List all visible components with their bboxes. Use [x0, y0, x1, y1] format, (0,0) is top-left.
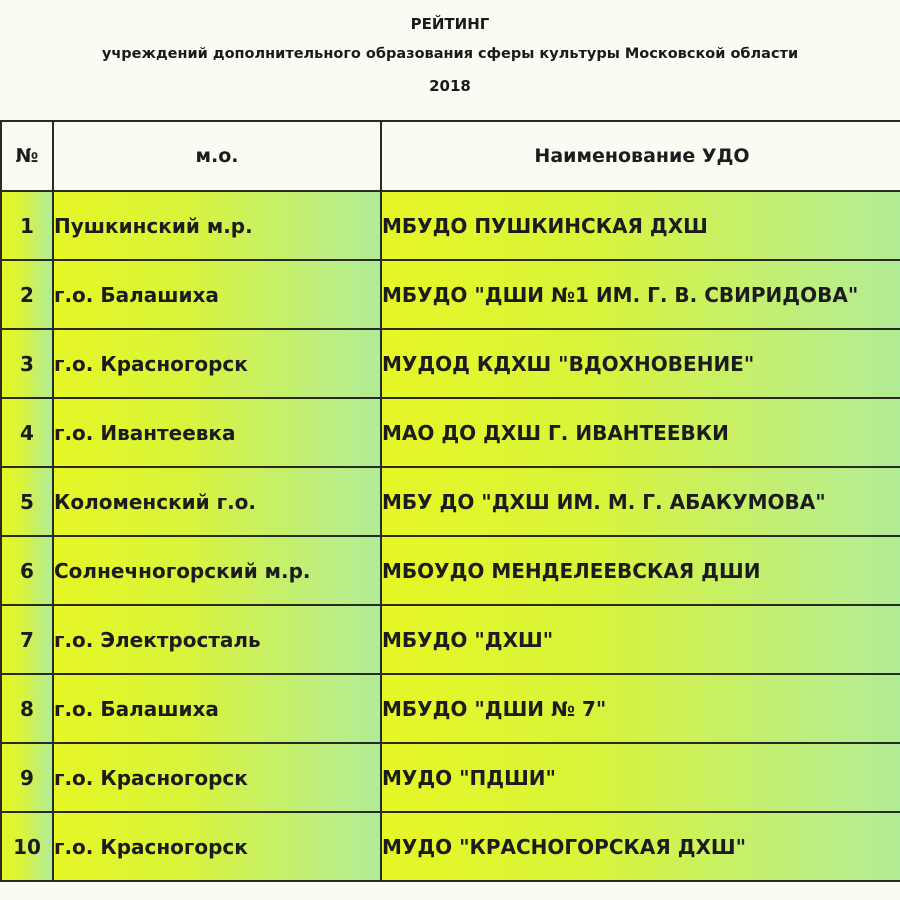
cell-municipality: Коломенский г.о. — [53, 467, 381, 536]
document-subtitle: учреждений дополнительного образования сферы культуры Московской области — [101, 46, 799, 62]
cell-institution: МБУДО ПУШКИНСКАЯ ДХШ — [381, 191, 900, 260]
cell-number: 10 — [1, 812, 53, 881]
column-header-institution: Наименование УДО — [381, 121, 900, 191]
cell-institution: МУДО "ПДШИ" — [381, 743, 900, 812]
table-row — [1, 467, 900, 536]
table-row — [1, 605, 900, 674]
cell-institution: МУДОД КДХШ "ВДОХНОВЕНИЕ" — [381, 329, 900, 398]
table-row — [1, 536, 900, 605]
table-row — [1, 398, 900, 467]
cell-municipality: Пушкинский м.р. — [53, 191, 381, 260]
cell-number: 5 — [1, 467, 53, 536]
table-row — [1, 260, 900, 329]
cell-number: 9 — [1, 743, 53, 812]
cell-institution: МБУДО "ДШИ №1 ИМ. Г. В. СВИРИДОВА" — [381, 260, 900, 329]
document-header — [0, 0, 900, 118]
table-body — [1, 191, 900, 881]
cell-municipality: г.о. Красногорск — [53, 743, 381, 812]
column-header-municipality: м.о. — [53, 121, 381, 191]
table-row — [1, 743, 900, 812]
document-year: 2018 — [429, 77, 471, 95]
cell-municipality: Солнечногорский м.р. — [53, 536, 381, 605]
cell-number: 6 — [1, 536, 53, 605]
cell-number: 8 — [1, 674, 53, 743]
document-title: РЕЙТИНГ — [410, 15, 490, 33]
cell-institution: МБУДО "ДХШ" — [381, 605, 900, 674]
cell-institution: МУДО "КРАСНОГОРСКАЯ ДХШ" — [381, 812, 900, 881]
cell-municipality: г.о. Электросталь — [53, 605, 381, 674]
column-header-number: № — [1, 121, 53, 191]
cell-institution: МАО ДО ДХШ Г. ИВАНТЕЕВКИ — [381, 398, 900, 467]
table-header — [1, 121, 900, 191]
cell-municipality: г.о. Балашиха — [53, 674, 381, 743]
cell-number: 7 — [1, 605, 53, 674]
cell-institution: МБУДО "ДШИ № 7" — [381, 674, 900, 743]
cell-number: 2 — [1, 260, 53, 329]
cell-number: 3 — [1, 329, 53, 398]
cell-institution: МБОУДО МЕНДЕЛЕЕВСКАЯ ДШИ — [381, 536, 900, 605]
cell-municipality: г.о. Красногорск — [53, 812, 381, 881]
table-row — [1, 191, 900, 260]
cell-municipality: г.о. Балашиха — [53, 260, 381, 329]
cell-number: 4 — [1, 398, 53, 467]
cell-municipality: г.о. Ивантеевка — [53, 398, 381, 467]
cell-municipality: г.о. Красногорск — [53, 329, 381, 398]
table-row — [1, 812, 900, 881]
cell-number: 1 — [1, 191, 53, 260]
table-row — [1, 674, 900, 743]
rating-table — [0, 120, 900, 882]
table-row — [1, 329, 900, 398]
cell-institution: МБУ ДО "ДХШ ИМ. М. Г. АБАКУМОВА" — [381, 467, 900, 536]
table-header-row — [1, 121, 900, 191]
